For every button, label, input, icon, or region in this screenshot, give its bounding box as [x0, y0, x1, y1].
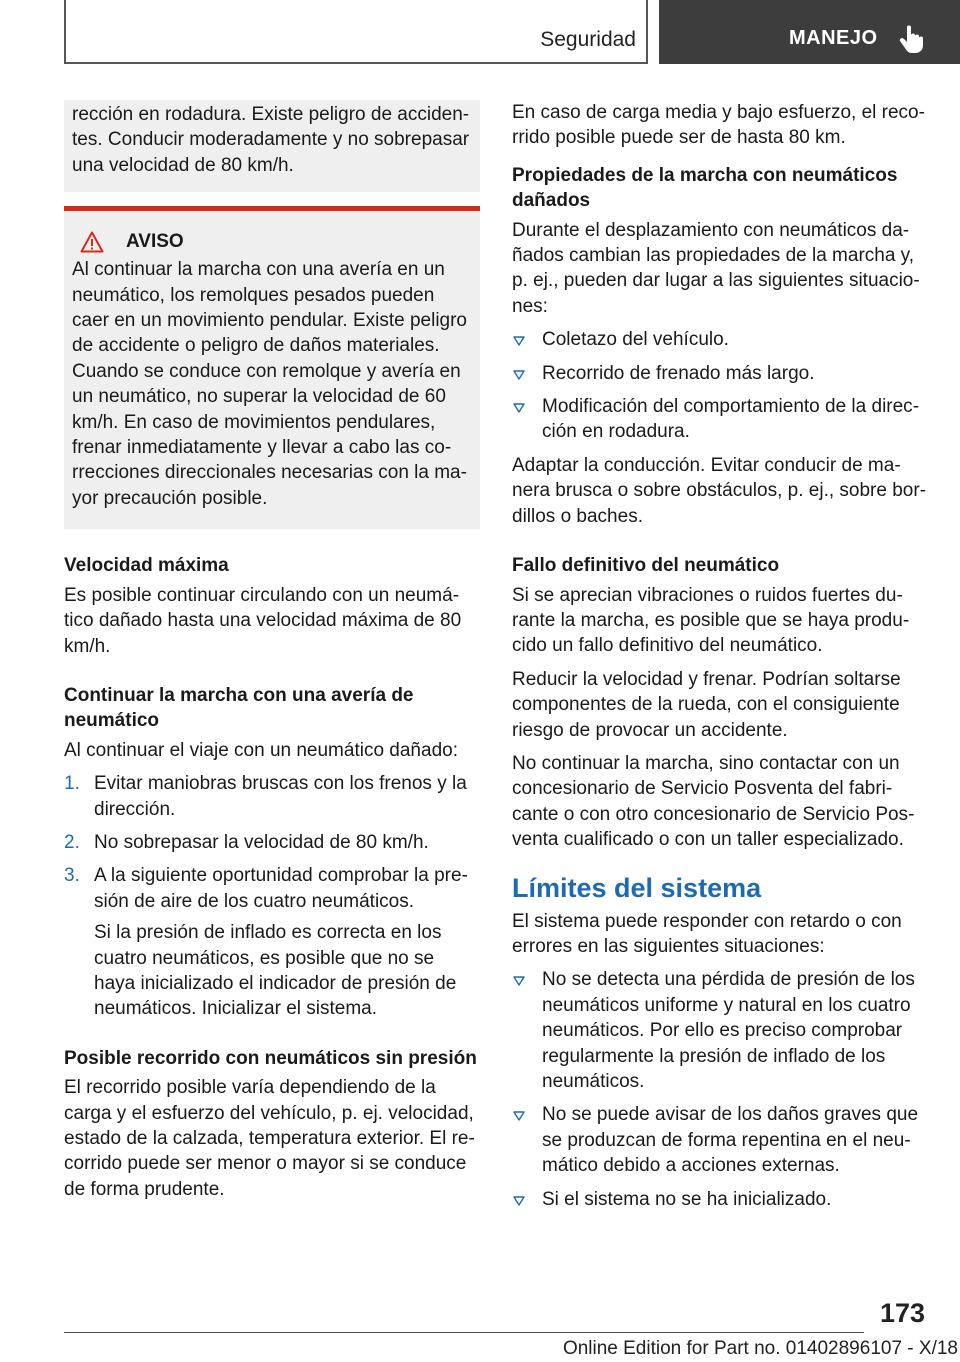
limits-intro: El sistema puede responder con retardo o con errores en las siguientes situaciones:	[512, 910, 902, 957]
step-text: Evitar maniobras bruscas con los frenos y la dirección.	[94, 773, 467, 820]
bullet-triangle-icon	[513, 403, 525, 413]
header-chapter-title: MANEJO	[789, 27, 878, 49]
header-chapter-tab	[659, 0, 960, 64]
page-number: 173	[880, 1298, 926, 1328]
bullet-triangle-icon	[513, 336, 525, 346]
failure-text-1: Si se aprecian vibraciones o ruidos fuertes durante la marcha, es posible que se haya producido un fallo definitivo del neumático.	[512, 584, 910, 657]
properties-list	[512, 327, 928, 445]
step-number: 3.	[64, 865, 80, 887]
warning-title: AVISO	[126, 231, 184, 253]
limits-heading: Límites del sistema	[512, 872, 762, 903]
list-item-text: Recorrido de frenado más largo.	[542, 362, 815, 384]
warning-text: Al continuar la marcha con una avería en un neumático, los remolques pesados pueden caer en un movimiento pendular. Existe peligro de accidente o peligro de daños materiales. Cuando se conduce con remolque y avería en un neumático, no superar la velocidad de 60 km/h. En caso de movimientos pendulares, frenar inmediatamente y llevar a cabo las correcciones direccionales necesarias con la mayor precaución posible.	[72, 259, 468, 509]
list-item-text: Si el sistema no se ha inicializado.	[542, 1188, 832, 1210]
header-section-title: Seguridad	[540, 28, 636, 51]
right-column	[512, 100, 928, 1220]
limits-list	[512, 967, 928, 1212]
footer-edition: Online Edition for Part no. 01402896107 - X/18	[562, 1338, 958, 1359]
properties-intro: Durante el desplazamiento con neumáticos dañados cambian las propiedades de la marcha y, p. ej., pueden dar lugar a las siguientes situaciones:	[512, 219, 920, 317]
list-item-text: Modificación del comportamiento de la dirección en rodadura.	[542, 396, 920, 443]
properties-outro: Adaptar la conducción. Evitar conducir de manera brusca o sobre obstáculos, p. ej., sobre bordillos o baches.	[512, 454, 927, 527]
list-item	[512, 1102, 928, 1178]
list-item-text: No se puede avisar de los daños graves que se produzcan de forma repentina en el neumático debido a acciones externas.	[542, 1104, 919, 1177]
left-column	[64, 100, 480, 1210]
list-item	[512, 394, 928, 445]
bullet-triangle-icon	[513, 1196, 525, 1206]
step-note: Si la presión de inflado es correcta en los cuatro neumáticos, es posible que no se haya inicializado el indicador de presión de neumáticos. Inicializar el sistema.	[94, 922, 457, 1020]
list-item	[512, 967, 928, 1094]
warning-triangle-icon	[80, 231, 104, 253]
bullet-triangle-icon	[513, 976, 525, 986]
range-text: El recorrido posible varía dependiendo de la carga y el esfuerzo del vehículo, p. ej. velocidad, estado de la calzada, temperatura exterior. El recorrido puede ser menor o mayor si se conduce de forma prudente.	[64, 1077, 475, 1200]
step-text: No sobrepasar la velocidad de 80 km/h.	[94, 831, 429, 853]
max-speed-text: Es posible continuar circulando con un neumático dañado hasta una velocidad máxima de 80 km/h.	[64, 584, 462, 657]
header-section-tab	[64, 0, 648, 64]
list-item-text: No se detecta una pérdida de presión de los neumáticos uniforme y natural en los cuatro neumáticos. Por ello es preciso comprobar regularmente la presión de inflado de los neumáticos.	[542, 969, 915, 1092]
failure-heading: Fallo definitivo del neumático	[512, 555, 780, 577]
list-item	[64, 771, 480, 822]
list-item	[512, 327, 928, 352]
list-item	[512, 361, 928, 386]
footer-divider	[64, 1332, 864, 1333]
failure-text-2: Reducir la velocidad y frenar. Podrían soltarse componentes de la rueda, con el consiguiente riesgo de provocar un accidente.	[512, 668, 901, 741]
properties-heading: Propiedades de la marcha con neumáticos dañados	[512, 164, 898, 212]
range-heading: Posible recorrido con neumáticos sin presión	[64, 1047, 477, 1069]
bullet-triangle-icon	[513, 370, 525, 380]
intro-note-text: rección en rodadura. Existe peligro de accidentes. Conducir moderadamente y no sobrepasar una velocidad de 80 km/h.	[72, 104, 470, 176]
continue-intro: Al continuar el viaje con un neumático dañado:	[64, 739, 458, 761]
max-speed-heading: Velocidad máxima	[64, 555, 229, 577]
list-item	[512, 1187, 928, 1212]
continue-heading: Continuar la marcha con una avería de neumático	[64, 684, 414, 732]
range-continued-text: En caso de carga media y bajo esfuerzo, el recorrido posible puede ser de hasta 80 km.	[512, 102, 925, 149]
continue-steps-list	[64, 771, 480, 1022]
list-item	[64, 830, 480, 855]
warning-box	[64, 206, 480, 529]
step-number: 2.	[64, 831, 80, 853]
step-number: 1.	[64, 773, 80, 795]
list-item-text: Coletazo del vehículo.	[542, 329, 729, 351]
bullet-triangle-icon	[513, 1111, 525, 1121]
list-item	[64, 863, 480, 1021]
warning-title-row	[72, 231, 472, 253]
hand-pointer-icon	[897, 24, 927, 54]
step-text: A la siguiente oportunidad comprobar la presión de aire de los cuatro neumáticos.	[94, 865, 468, 912]
intro-note-box	[64, 100, 480, 192]
failure-text-3: No continuar la marcha, sino contactar con un concesionario de Servicio Posventa del fabricante o con otro concesionario de Servicio Posventa cualificado o con un taller especializado.	[512, 752, 915, 851]
